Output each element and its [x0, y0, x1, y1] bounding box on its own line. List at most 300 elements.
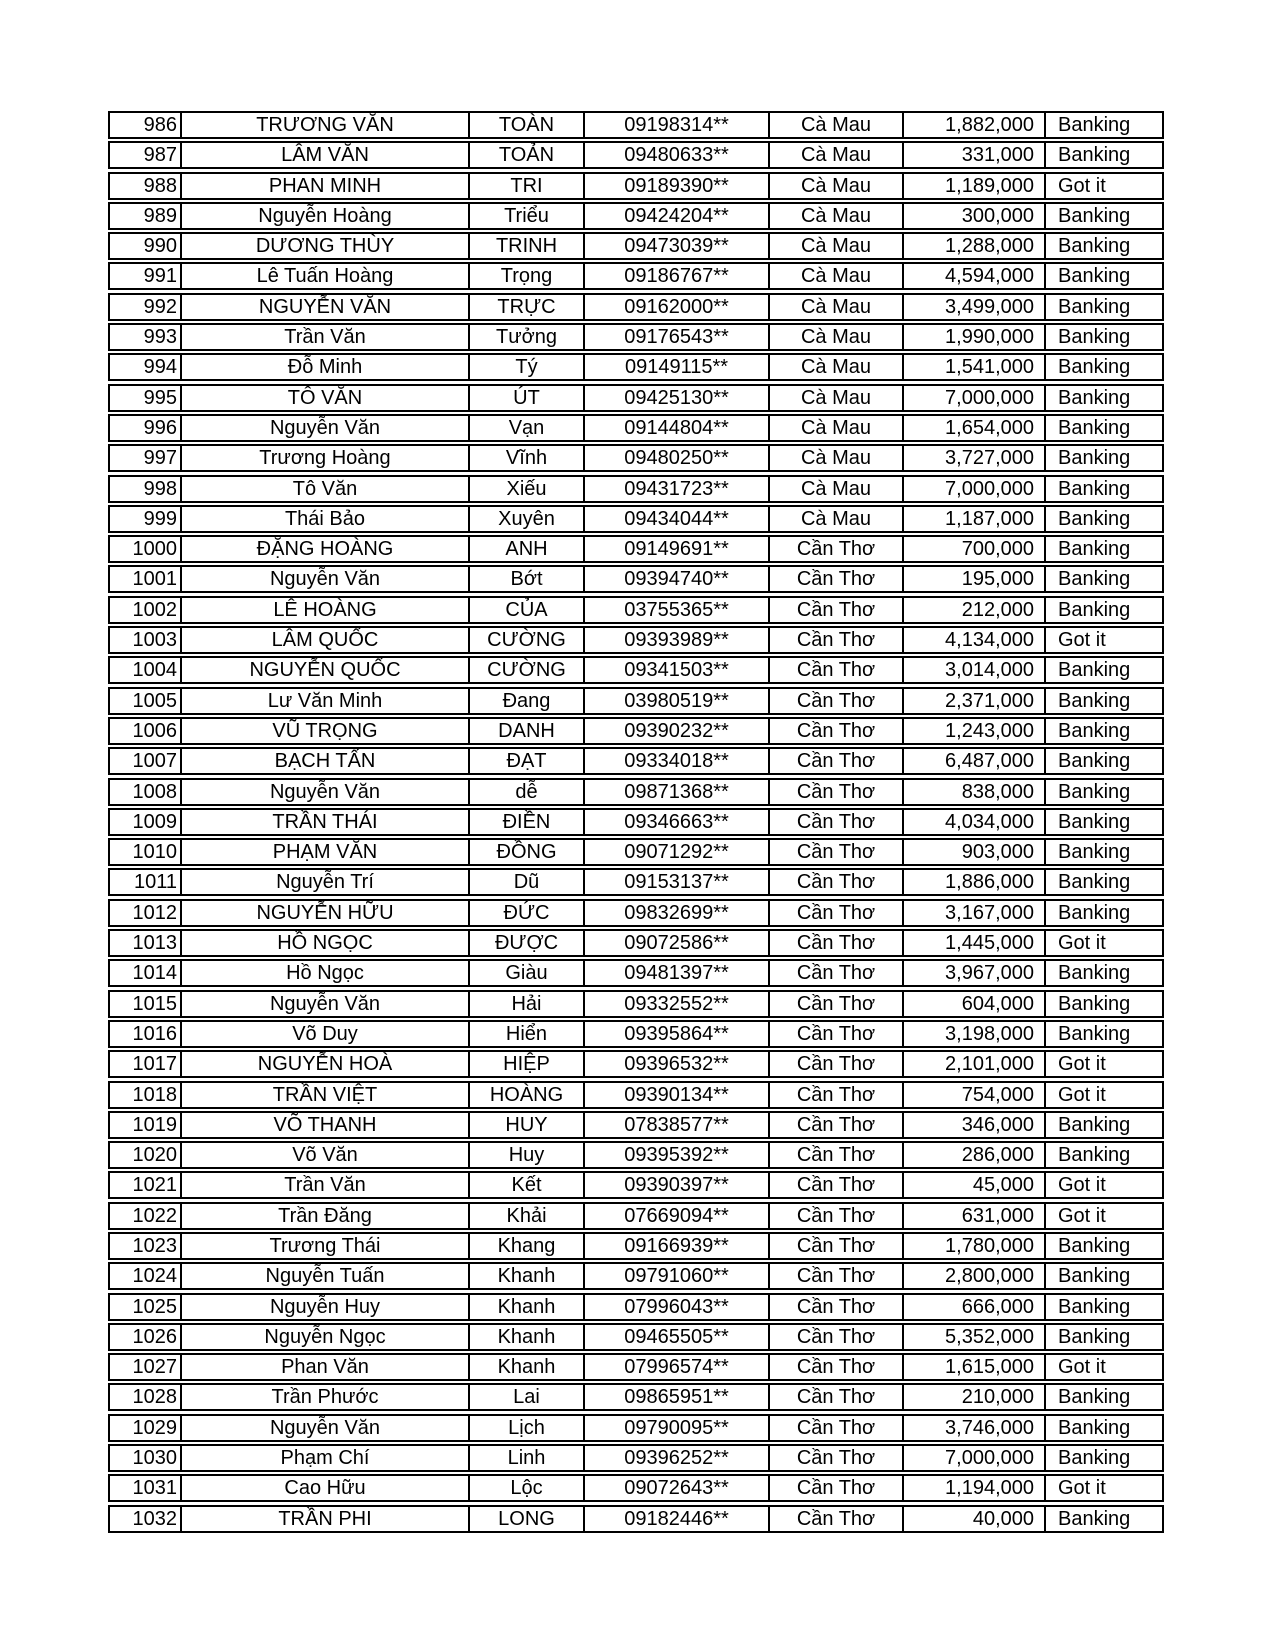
- cell-given-name: Hải: [468, 990, 585, 1018]
- cell-id: 995: [108, 384, 182, 412]
- cell-phone: 09153137**: [583, 868, 770, 896]
- cell-city: Cà Mau: [768, 232, 904, 260]
- cell-status: Banking: [1044, 1111, 1164, 1139]
- cell-given-name: Trọng: [468, 262, 585, 290]
- cell-amount: 3,198,000: [902, 1020, 1046, 1048]
- cell-given-name: Vĩnh: [468, 444, 585, 472]
- cell-city: Cần Thơ: [768, 838, 904, 866]
- cell-phone: 09332552**: [583, 990, 770, 1018]
- cell-amount: 7,000,000: [902, 1444, 1046, 1472]
- cell-amount: 631,000: [902, 1202, 1046, 1230]
- table-row: [108, 1353, 1164, 1381]
- cell-city: Cần Thơ: [768, 808, 904, 836]
- cell-status: Banking: [1044, 1323, 1164, 1351]
- cell-given-name: HOÀNG: [468, 1081, 585, 1109]
- cell-city: Cà Mau: [768, 323, 904, 351]
- cell-first-name: LÊ HOÀNG: [180, 596, 470, 624]
- table-row: [108, 596, 1164, 624]
- cell-first-name: Trần Văn: [180, 323, 470, 351]
- cell-id: 1011: [108, 868, 182, 896]
- cell-status: Banking: [1044, 656, 1164, 684]
- cell-id: 1018: [108, 1081, 182, 1109]
- cell-status: Banking: [1044, 565, 1164, 593]
- cell-given-name: CƯỜNG: [468, 626, 585, 654]
- cell-phone: 07996574**: [583, 1353, 770, 1381]
- cell-phone: 09166939**: [583, 1232, 770, 1260]
- cell-amount: 700,000: [902, 535, 1046, 563]
- cell-amount: 666,000: [902, 1293, 1046, 1321]
- cell-given-name: HIỆP: [468, 1050, 585, 1078]
- cell-phone: 09434044**: [583, 505, 770, 533]
- cell-first-name: VŨ TRỌNG: [180, 717, 470, 745]
- cell-first-name: Trần Đăng: [180, 1202, 470, 1230]
- cell-first-name: LÂM QUỐC: [180, 626, 470, 654]
- cell-phone: 09144804**: [583, 414, 770, 442]
- cell-phone: 09198314**: [583, 111, 770, 139]
- cell-phone: 09396532**: [583, 1050, 770, 1078]
- cell-status: Banking: [1044, 808, 1164, 836]
- table-row: [108, 1232, 1164, 1260]
- cell-status: Got it: [1044, 1474, 1164, 1502]
- cell-given-name: ĐIỀN: [468, 808, 585, 836]
- cell-phone: 09480250**: [583, 444, 770, 472]
- table-row: [108, 929, 1164, 957]
- cell-first-name: TRẦN VIỆT: [180, 1081, 470, 1109]
- cell-id: 1005: [108, 687, 182, 715]
- cell-first-name: Lư Văn Minh: [180, 687, 470, 715]
- cell-phone: 09182446**: [583, 1505, 770, 1533]
- cell-status: Banking: [1044, 353, 1164, 381]
- cell-amount: 1,654,000: [902, 414, 1046, 442]
- cell-phone: 09072643**: [583, 1474, 770, 1502]
- cell-amount: 4,134,000: [902, 626, 1046, 654]
- cell-status: Banking: [1044, 1293, 1164, 1321]
- cell-amount: 1,288,000: [902, 232, 1046, 260]
- table-row: [108, 1202, 1164, 1230]
- cell-amount: 1,445,000: [902, 929, 1046, 957]
- cell-given-name: HUY: [468, 1111, 585, 1139]
- cell-id: 990: [108, 232, 182, 260]
- cell-status: Banking: [1044, 1141, 1164, 1169]
- cell-phone: 09395864**: [583, 1020, 770, 1048]
- cell-given-name: Linh: [468, 1444, 585, 1472]
- table-row: [108, 1262, 1164, 1290]
- table-row: [108, 656, 1164, 684]
- table-row: [108, 1141, 1164, 1169]
- cell-amount: 45,000: [902, 1171, 1046, 1199]
- cell-status: Banking: [1044, 717, 1164, 745]
- cell-status: Banking: [1044, 1262, 1164, 1290]
- table-row: [108, 778, 1164, 806]
- cell-id: 1004: [108, 656, 182, 684]
- table-row: [108, 141, 1164, 169]
- cell-given-name: ĐẠT: [468, 747, 585, 775]
- cell-id: 1023: [108, 1232, 182, 1260]
- cell-status: Banking: [1044, 1414, 1164, 1442]
- table-row: [108, 232, 1164, 260]
- cell-amount: 604,000: [902, 990, 1046, 1018]
- cell-first-name: Nguyễn Văn: [180, 990, 470, 1018]
- cell-amount: 300,000: [902, 202, 1046, 230]
- cell-city: Cà Mau: [768, 202, 904, 230]
- cell-id: 1032: [108, 1505, 182, 1533]
- cell-phone: 09424204**: [583, 202, 770, 230]
- table-row: [108, 899, 1164, 927]
- contact-table: [108, 111, 1164, 1535]
- cell-phone: 09790095**: [583, 1414, 770, 1442]
- cell-amount: 3,746,000: [902, 1414, 1046, 1442]
- table-row: [108, 1081, 1164, 1109]
- cell-given-name: Dũ: [468, 868, 585, 896]
- cell-status: Banking: [1044, 1505, 1164, 1533]
- cell-amount: 3,967,000: [902, 959, 1046, 987]
- cell-given-name: TOẢN: [468, 141, 585, 169]
- cell-phone: 07669094**: [583, 1202, 770, 1230]
- table-row: [108, 535, 1164, 563]
- table-row: [108, 172, 1164, 200]
- cell-amount: 1,243,000: [902, 717, 1046, 745]
- cell-status: Banking: [1044, 141, 1164, 169]
- table-row: [108, 838, 1164, 866]
- cell-phone: 07838577**: [583, 1111, 770, 1139]
- cell-id: 1016: [108, 1020, 182, 1048]
- cell-status: Banking: [1044, 475, 1164, 503]
- cell-given-name: TRỰC: [468, 293, 585, 321]
- cell-status: Banking: [1044, 778, 1164, 806]
- cell-amount: 1,541,000: [902, 353, 1046, 381]
- table-row: [108, 1444, 1164, 1472]
- cell-amount: 1,615,000: [902, 1353, 1046, 1381]
- cell-first-name: Hồ Ngọc: [180, 959, 470, 987]
- cell-id: 1021: [108, 1171, 182, 1199]
- cell-id: 1012: [108, 899, 182, 927]
- cell-id: 1024: [108, 1262, 182, 1290]
- cell-id: 1013: [108, 929, 182, 957]
- cell-amount: 3,499,000: [902, 293, 1046, 321]
- cell-phone: 09390134**: [583, 1081, 770, 1109]
- cell-phone: 09465505**: [583, 1323, 770, 1351]
- table-row: [108, 1111, 1164, 1139]
- cell-first-name: VÕ THANH: [180, 1111, 470, 1139]
- cell-first-name: TRƯƠNG VĂN: [180, 111, 470, 139]
- cell-first-name: Nguyễn Văn: [180, 414, 470, 442]
- cell-status: Banking: [1044, 747, 1164, 775]
- cell-status: Got it: [1044, 1171, 1164, 1199]
- cell-id: 998: [108, 475, 182, 503]
- cell-status: Banking: [1044, 838, 1164, 866]
- cell-phone: 09791060**: [583, 1262, 770, 1290]
- cell-given-name: CỦA: [468, 596, 585, 624]
- table-row: [108, 444, 1164, 472]
- cell-amount: 286,000: [902, 1141, 1046, 1169]
- cell-given-name: CƯỜNG: [468, 656, 585, 684]
- cell-city: Cần Thơ: [768, 717, 904, 745]
- cell-city: Cà Mau: [768, 293, 904, 321]
- table-row: [108, 1050, 1164, 1078]
- cell-city: Cần Thơ: [768, 1171, 904, 1199]
- cell-phone: 09865951**: [583, 1383, 770, 1411]
- cell-first-name: NGUYỄN VĂN: [180, 293, 470, 321]
- cell-status: Banking: [1044, 535, 1164, 563]
- cell-status: Got it: [1044, 1202, 1164, 1230]
- cell-city: Cần Thơ: [768, 1050, 904, 1078]
- cell-first-name: Trần Phước: [180, 1383, 470, 1411]
- cell-phone: 09189390**: [583, 172, 770, 200]
- cell-first-name: DƯƠNG THÙY: [180, 232, 470, 260]
- cell-city: Cần Thơ: [768, 1383, 904, 1411]
- cell-amount: 6,487,000: [902, 747, 1046, 775]
- cell-given-name: Kết: [468, 1171, 585, 1199]
- cell-amount: 331,000: [902, 141, 1046, 169]
- cell-given-name: Khanh: [468, 1353, 585, 1381]
- cell-city: Cần Thơ: [768, 959, 904, 987]
- cell-city: Cần Thơ: [768, 868, 904, 896]
- cell-amount: 2,800,000: [902, 1262, 1046, 1290]
- cell-id: 1028: [108, 1383, 182, 1411]
- cell-phone: 09481397**: [583, 959, 770, 987]
- cell-status: Banking: [1044, 899, 1164, 927]
- cell-city: Cần Thơ: [768, 535, 904, 563]
- cell-city: Cần Thơ: [768, 1353, 904, 1381]
- table-row: [108, 323, 1164, 351]
- cell-first-name: Nguyễn Hoàng: [180, 202, 470, 230]
- table-row: [108, 717, 1164, 745]
- cell-first-name: PHAN MINH: [180, 172, 470, 200]
- cell-given-name: dễ: [468, 778, 585, 806]
- cell-city: Cần Thơ: [768, 1111, 904, 1139]
- cell-phone: 09393989**: [583, 626, 770, 654]
- cell-first-name: TRẦN THÁI: [180, 808, 470, 836]
- cell-first-name: Phan Văn: [180, 1353, 470, 1381]
- cell-amount: 195,000: [902, 565, 1046, 593]
- cell-given-name: Xiếu: [468, 475, 585, 503]
- cell-status: Got it: [1044, 626, 1164, 654]
- cell-phone: 09425130**: [583, 384, 770, 412]
- cell-city: Cần Thơ: [768, 1202, 904, 1230]
- cell-phone: 09162000**: [583, 293, 770, 321]
- cell-status: Got it: [1044, 1050, 1164, 1078]
- table-row: [108, 1293, 1164, 1321]
- cell-given-name: TRINH: [468, 232, 585, 260]
- cell-given-name: ĐỨC: [468, 899, 585, 927]
- cell-phone: 07996043**: [583, 1293, 770, 1321]
- cell-phone: 09396252**: [583, 1444, 770, 1472]
- cell-status: Banking: [1044, 323, 1164, 351]
- cell-given-name: Tưởng: [468, 323, 585, 351]
- cell-city: Cần Thơ: [768, 990, 904, 1018]
- cell-first-name: NGUYỄN HOÀ: [180, 1050, 470, 1078]
- table-row: [108, 293, 1164, 321]
- cell-first-name: Nguyễn Trí: [180, 868, 470, 896]
- cell-given-name: TOÀN: [468, 111, 585, 139]
- cell-status: Banking: [1044, 1232, 1164, 1260]
- cell-id: 1007: [108, 747, 182, 775]
- table-row: [108, 505, 1164, 533]
- cell-city: Cần Thơ: [768, 1414, 904, 1442]
- cell-id: 1002: [108, 596, 182, 624]
- cell-status: Banking: [1044, 111, 1164, 139]
- cell-id: 993: [108, 323, 182, 351]
- cell-id: 996: [108, 414, 182, 442]
- cell-first-name: ĐẶNG HOÀNG: [180, 535, 470, 563]
- cell-status: Banking: [1044, 444, 1164, 472]
- cell-phone: 09149115**: [583, 353, 770, 381]
- cell-status: Banking: [1044, 293, 1164, 321]
- table-row: [108, 111, 1164, 139]
- cell-amount: 838,000: [902, 778, 1046, 806]
- cell-amount: 903,000: [902, 838, 1046, 866]
- cell-city: Cần Thơ: [768, 778, 904, 806]
- cell-amount: 2,101,000: [902, 1050, 1046, 1078]
- cell-status: Banking: [1044, 202, 1164, 230]
- cell-id: 1026: [108, 1323, 182, 1351]
- cell-first-name: Trần Văn: [180, 1171, 470, 1199]
- cell-id: 999: [108, 505, 182, 533]
- cell-city: Cần Thơ: [768, 1505, 904, 1533]
- table-row: [108, 990, 1164, 1018]
- cell-first-name: LÂM VĂN: [180, 141, 470, 169]
- cell-id: 1001: [108, 565, 182, 593]
- table-row: [108, 565, 1164, 593]
- cell-amount: 3,014,000: [902, 656, 1046, 684]
- cell-id: 1019: [108, 1111, 182, 1139]
- cell-city: Cà Mau: [768, 262, 904, 290]
- cell-city: Cần Thơ: [768, 1262, 904, 1290]
- cell-status: Banking: [1044, 687, 1164, 715]
- cell-first-name: Nguyễn Văn: [180, 1414, 470, 1442]
- cell-first-name: Trương Thái: [180, 1232, 470, 1260]
- cell-status: Got it: [1044, 929, 1164, 957]
- cell-amount: 1,886,000: [902, 868, 1046, 896]
- cell-city: Cần Thơ: [768, 656, 904, 684]
- cell-phone: 09832699**: [583, 899, 770, 927]
- cell-first-name: Nguyễn Tuấn: [180, 1262, 470, 1290]
- cell-status: Banking: [1044, 596, 1164, 624]
- cell-given-name: ANH: [468, 535, 585, 563]
- cell-status: Banking: [1044, 1383, 1164, 1411]
- cell-city: Cần Thơ: [768, 687, 904, 715]
- cell-amount: 1,990,000: [902, 323, 1046, 351]
- table-row: [108, 353, 1164, 381]
- cell-city: Cần Thơ: [768, 626, 904, 654]
- cell-id: 1009: [108, 808, 182, 836]
- cell-id: 986: [108, 111, 182, 139]
- cell-city: Cần Thơ: [768, 565, 904, 593]
- cell-first-name: PHẠM VĂN: [180, 838, 470, 866]
- table-row: [108, 687, 1164, 715]
- cell-city: Cà Mau: [768, 384, 904, 412]
- cell-given-name: Khải: [468, 1202, 585, 1230]
- cell-given-name: Lộc: [468, 1474, 585, 1502]
- cell-first-name: Nguyễn Văn: [180, 565, 470, 593]
- cell-phone: 09473039**: [583, 232, 770, 260]
- cell-phone: 09390232**: [583, 717, 770, 745]
- cell-amount: 1,780,000: [902, 1232, 1046, 1260]
- table-row: [108, 959, 1164, 987]
- cell-id: 1015: [108, 990, 182, 1018]
- cell-city: Cần Thơ: [768, 899, 904, 927]
- cell-given-name: Triểu: [468, 202, 585, 230]
- cell-city: Cà Mau: [768, 141, 904, 169]
- cell-id: 988: [108, 172, 182, 200]
- cell-id: 987: [108, 141, 182, 169]
- cell-first-name: Võ Văn: [180, 1141, 470, 1169]
- cell-given-name: Bớt: [468, 565, 585, 593]
- cell-id: 997: [108, 444, 182, 472]
- cell-phone: 09395392**: [583, 1141, 770, 1169]
- cell-given-name: TRI: [468, 172, 585, 200]
- cell-given-name: DANH: [468, 717, 585, 745]
- cell-city: Cần Thơ: [768, 596, 904, 624]
- table-row: [108, 808, 1164, 836]
- cell-status: Banking: [1044, 384, 1164, 412]
- cell-id: 992: [108, 293, 182, 321]
- table-row: [108, 475, 1164, 503]
- cell-id: 1010: [108, 838, 182, 866]
- cell-first-name: Tô Văn: [180, 475, 470, 503]
- cell-first-name: Cao Hữu: [180, 1474, 470, 1502]
- cell-amount: 7,000,000: [902, 475, 1046, 503]
- cell-first-name: BẠCH TẤN: [180, 747, 470, 775]
- cell-phone: 09071292**: [583, 838, 770, 866]
- cell-phone: 03980519**: [583, 687, 770, 715]
- cell-city: Cần Thơ: [768, 1081, 904, 1109]
- cell-city: Cà Mau: [768, 475, 904, 503]
- cell-given-name: Khang: [468, 1232, 585, 1260]
- cell-city: Cần Thơ: [768, 747, 904, 775]
- cell-given-name: Lai: [468, 1383, 585, 1411]
- cell-amount: 1,882,000: [902, 111, 1046, 139]
- cell-city: Cần Thơ: [768, 1444, 904, 1472]
- cell-given-name: Khanh: [468, 1323, 585, 1351]
- cell-id: 1014: [108, 959, 182, 987]
- table-row: [108, 1323, 1164, 1351]
- cell-first-name: Thái Bảo: [180, 505, 470, 533]
- cell-phone: 09149691**: [583, 535, 770, 563]
- cell-amount: 5,352,000: [902, 1323, 1046, 1351]
- cell-given-name: Khanh: [468, 1262, 585, 1290]
- cell-first-name: Võ Duy: [180, 1020, 470, 1048]
- cell-id: 1017: [108, 1050, 182, 1078]
- table-row: [108, 384, 1164, 412]
- cell-amount: 4,034,000: [902, 808, 1046, 836]
- cell-status: Banking: [1044, 1444, 1164, 1472]
- cell-status: Banking: [1044, 505, 1164, 533]
- table-row: [108, 626, 1164, 654]
- cell-given-name: ĐƯỢC: [468, 929, 585, 957]
- cell-status: Banking: [1044, 1020, 1164, 1048]
- table-row: [108, 262, 1164, 290]
- table-row: [108, 868, 1164, 896]
- table-row: [108, 1505, 1164, 1533]
- cell-first-name: Nguyễn Ngọc: [180, 1323, 470, 1351]
- cell-amount: 3,167,000: [902, 899, 1046, 927]
- cell-status: Banking: [1044, 232, 1164, 260]
- cell-status: Banking: [1044, 868, 1164, 896]
- cell-first-name: NGUYỄN HỮU: [180, 899, 470, 927]
- cell-status: Banking: [1044, 262, 1164, 290]
- cell-phone: 09390397**: [583, 1171, 770, 1199]
- cell-id: 1000: [108, 535, 182, 563]
- cell-first-name: Lê Tuấn Hoàng: [180, 262, 470, 290]
- cell-city: Cà Mau: [768, 111, 904, 139]
- table-row: [108, 1474, 1164, 1502]
- cell-id: 1031: [108, 1474, 182, 1502]
- cell-id: 1020: [108, 1141, 182, 1169]
- cell-status: Got it: [1044, 172, 1164, 200]
- cell-id: 1006: [108, 717, 182, 745]
- cell-phone: 09346663**: [583, 808, 770, 836]
